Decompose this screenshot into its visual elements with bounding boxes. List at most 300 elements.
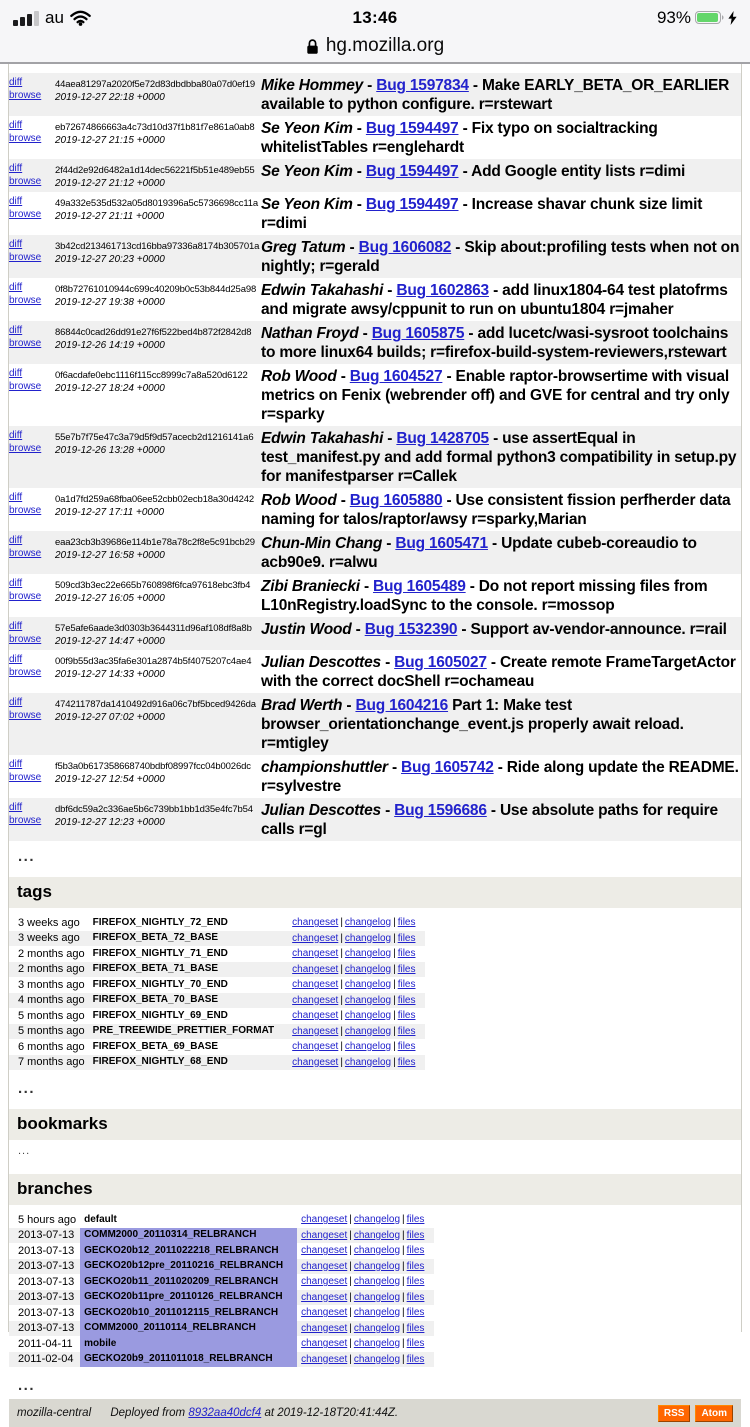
changeset-hash: 44aea81297a2020f5e72d83dbdbba80a07d0ef19 <box>55 79 256 90</box>
changeset-link[interactable]: changeset <box>292 1010 339 1021</box>
bug-link[interactable]: Bug 1428705 <box>396 430 489 447</box>
changeset-hash: 00f9b55d3ac35fa6e301a2874b5f4075207c4ae4 <box>55 656 252 667</box>
changeset-description <box>261 364 741 426</box>
diff-link[interactable]: diff <box>9 621 23 632</box>
bug-link[interactable]: Bug 1597834 <box>376 77 469 94</box>
pipe-separator: | <box>393 979 396 990</box>
author-separator: - <box>336 368 350 385</box>
changeset-message: - Support av-vendor-announce. r=rail <box>457 621 727 638</box>
pipe-separator: | <box>402 1214 405 1225</box>
branch-links <box>297 1321 434 1337</box>
files-link[interactable]: files <box>406 1291 425 1303</box>
changeset-message: - Make EARLY_BETA_OR_EARLIER available to python configure. r=rstewart <box>261 77 730 113</box>
pipe-separator: | <box>402 1276 405 1287</box>
changeset-meta <box>55 426 261 488</box>
diff-link[interactable]: diff <box>9 368 23 379</box>
branch-name: GECKO20b12_2011022218_RELBRANCH <box>80 1243 297 1259</box>
changeset-description <box>261 574 741 617</box>
tag-name: FIREFOX_BETA_72_BASE <box>92 932 219 943</box>
diff-link[interactable]: diff <box>9 802 23 813</box>
changeset-date: 2019-12-27 20:23 +0000 <box>55 254 165 265</box>
pipe-separator: | <box>402 1307 405 1318</box>
browse-link[interactable]: browse <box>9 667 42 678</box>
tag-age: 3 weeks ago <box>18 932 80 944</box>
changeset-hash: 55e7b7f75e47c3a79d5f9d57acecb2d1216141a6 <box>55 432 254 443</box>
branch-links <box>297 1212 434 1228</box>
changeset-date: 2019-12-27 18:24 +0000 <box>55 383 165 394</box>
address-bar[interactable] <box>0 31 750 61</box>
changeset-author: Mike Hommey <box>261 77 364 94</box>
browse-link[interactable]: browse <box>9 338 42 349</box>
changeset-row <box>9 364 741 426</box>
changelog-link[interactable]: changelog <box>344 932 392 944</box>
pipe-separator: | <box>393 1056 396 1068</box>
changeset-author: Se Yeon Kim <box>261 196 353 213</box>
tag-name: FIREFOX_NIGHTLY_70_END <box>92 978 228 990</box>
changeset-row <box>9 755 741 798</box>
changeset-link[interactable]: changeset <box>301 1229 348 1241</box>
changelog-link[interactable]: changelog <box>344 1041 392 1052</box>
tag-links <box>288 931 425 947</box>
lock-icon <box>306 38 319 55</box>
changeset-date: 2019-12-26 13:28 +0000 <box>55 445 165 456</box>
changeset-date: 2019-12-27 12:23 +0000 <box>55 817 165 828</box>
branch-row <box>9 1352 434 1368</box>
tag-age: 5 months ago <box>18 1025 85 1037</box>
tag-age: 6 months ago <box>18 1040 85 1053</box>
tag-name: FIREFOX_NIGHTLY_68_END <box>92 1056 228 1067</box>
carrier-label: au <box>45 7 64 27</box>
files-link[interactable]: files <box>397 979 416 990</box>
changeset-row <box>9 488 741 531</box>
changeset-row <box>9 650 741 693</box>
browse-link[interactable]: browse <box>9 548 42 559</box>
files-link[interactable]: files <box>406 1229 425 1241</box>
branch-links <box>297 1305 434 1321</box>
pipe-separator: | <box>402 1291 405 1303</box>
changeset-meta <box>55 364 261 426</box>
changeset-hash: 509cd3b3ec22e665b760898f6fca97618ebc3fb4 <box>55 580 251 591</box>
browse-link[interactable]: browse <box>9 443 42 454</box>
changeset-meta <box>55 159 261 192</box>
branch-name: COMM2000_20110114_RELBRANCH <box>80 1321 297 1337</box>
changelog-link[interactable]: changelog <box>344 948 392 959</box>
changelog-link[interactable]: changelog <box>353 1260 401 1272</box>
bug-link[interactable]: Bug 1602863 <box>396 282 489 299</box>
section-title-bookmarks: bookmarks <box>9 1109 741 1140</box>
changeset-row <box>9 235 741 278</box>
bug-link[interactable]: Bug 1594497 <box>365 163 459 180</box>
changelog-link[interactable]: changelog <box>353 1322 401 1334</box>
browse-link[interactable]: browse <box>9 209 42 220</box>
tag-row <box>9 977 425 993</box>
changeset-message: Part 1: Make test browser_orientationchange_event.js properly await reload. r=mtigley <box>261 697 684 752</box>
branch-age: 2013-07-13 <box>18 1229 75 1241</box>
changelog-link[interactable]: changelog <box>353 1276 401 1287</box>
changeset-hash: eaa23cb3b39686e114b1e78a78c2f8e5c91bcb29 <box>55 537 255 548</box>
pipe-separator: | <box>393 1010 396 1021</box>
changeset-hash: 0a1d7fd259a68fba06ee52cbb02ecb18a30d4242 <box>55 494 254 505</box>
section-title-tags: tags <box>9 877 741 908</box>
changeset-actions <box>9 364 55 426</box>
changeset-date: 2019-12-27 21:15 +0000 <box>55 135 165 146</box>
bug-link[interactable]: Bug 1605875 <box>371 325 465 342</box>
browse-link[interactable]: browse <box>9 381 42 392</box>
changeset-message: - Fix typo on socialtracking whitelistTables r=englehardt <box>261 120 658 156</box>
bug-link[interactable]: Bug 1596686 <box>394 802 487 819</box>
changeset-row <box>9 321 741 364</box>
tag-links <box>288 993 425 1009</box>
changeset-message: - Skip about:profiling tests when not on nightly; r=gerald <box>261 239 740 275</box>
changeset-meta <box>55 116 261 159</box>
more-changesets-link[interactable]: ... <box>18 848 36 865</box>
changeset-meta <box>55 73 261 116</box>
diff-link[interactable]: diff <box>9 120 23 131</box>
changelog-link[interactable]: changelog <box>353 1338 401 1349</box>
branch-row <box>9 1243 434 1259</box>
changelog-link[interactable]: changelog <box>344 994 392 1006</box>
bug-link[interactable]: Bug 1594497 <box>365 196 459 213</box>
changeset-message: - Use absolute paths for require calls r=gl <box>261 802 718 838</box>
tag-age: 7 months ago <box>18 1056 85 1068</box>
changeset-link[interactable]: changeset <box>292 948 339 959</box>
files-link[interactable]: files <box>397 1041 416 1052</box>
files-link[interactable]: files <box>397 963 416 975</box>
changeset-link[interactable]: changeset <box>292 994 339 1006</box>
changeset-date: 2019-12-27 19:38 +0000 <box>55 297 165 308</box>
pipe-separator: | <box>402 1338 405 1349</box>
tag-age: 2 months ago <box>18 947 85 960</box>
changeset-link[interactable]: changeset <box>292 979 339 990</box>
diff-link[interactable]: diff <box>9 759 23 770</box>
changeset-hash: 86844c0cad26dd91e27f6f522bed4b872f2842d8 <box>55 327 252 338</box>
diff-link[interactable]: diff <box>9 654 23 665</box>
changelog-link[interactable]: changelog <box>344 979 392 990</box>
diff-link[interactable]: diff <box>9 578 23 589</box>
changeset-actions <box>9 531 55 574</box>
bug-link[interactable]: Bug 1605471 <box>395 535 488 552</box>
branch-name: GECKO20b10_2011012115_RELBRANCH <box>80 1305 297 1321</box>
branch-links <box>297 1228 434 1244</box>
changeset-description <box>261 116 741 159</box>
changeset-message: - Enable raptor-browsertime with visual metrics on Fenix (webrender off) and GVE for central and try only r=sparky <box>261 368 730 423</box>
changeset-row <box>9 798 741 841</box>
tag-row <box>9 931 425 947</box>
bug-link[interactable]: Bug 1605742 <box>401 759 494 776</box>
changeset-actions <box>9 617 55 650</box>
tag-age: 3 months ago <box>18 978 85 991</box>
battery-percent: 93% <box>656 7 691 27</box>
changeset-date: 2019-12-27 14:47 +0000 <box>55 636 165 647</box>
changeset-actions <box>9 278 55 321</box>
changeset-author: Edwin Takahashi <box>261 282 384 299</box>
changelog-link[interactable]: changelog <box>353 1229 401 1241</box>
branch-age: 2011-04-11 <box>18 1337 73 1350</box>
changelog-link[interactable]: changelog <box>344 1056 392 1068</box>
pipe-separator: | <box>349 1307 352 1318</box>
changelog-link[interactable]: changelog <box>344 1010 392 1021</box>
changeset-hash: 49a332e535d532a05d8019396a5c5736698cc11a <box>55 198 259 209</box>
changeset-row <box>9 278 741 321</box>
changeset-date: 2019-12-27 16:05 +0000 <box>55 593 165 604</box>
changeset-link[interactable]: changeset <box>292 1025 339 1037</box>
browse-link[interactable]: browse <box>9 591 42 602</box>
branch-age: 2013-07-13 <box>18 1275 75 1288</box>
changeset-link[interactable]: changeset <box>301 1291 348 1303</box>
tag-row <box>9 915 425 931</box>
diff-link[interactable]: diff <box>9 239 23 250</box>
changeset-message: - Increase shavar chunk size limit r=dimi <box>261 196 703 232</box>
changeset-hash: 57e5afe6aade3d0303b3644311d96af108df8a8b <box>55 623 252 634</box>
changeset-link[interactable]: changeset <box>292 1056 339 1068</box>
author-separator: - <box>359 578 374 595</box>
browse-link[interactable]: browse <box>9 176 42 187</box>
pipe-separator: | <box>393 1025 396 1037</box>
branch-row <box>9 1290 434 1306</box>
author-separator: - <box>352 120 366 137</box>
browse-link[interactable]: browse <box>9 815 42 826</box>
atom-button[interactable]: Atom <box>695 1405 733 1422</box>
tag-links <box>288 1024 425 1040</box>
changeset-message: - Update cubeb-coreaudio to acb90e9. r=alwu <box>261 535 697 571</box>
changeset-row <box>9 192 741 235</box>
pipe-separator: | <box>349 1214 352 1225</box>
changeset-hash: eb72674866663a4c73d10d37f1b81f7e861a0ab8 <box>55 122 255 133</box>
tag-row <box>9 1055 425 1071</box>
branch-name: GECKO20b11pre_20110126_RELBRANCH <box>80 1290 297 1306</box>
more-tags-link[interactable]: ... <box>18 1080 36 1097</box>
changeset-hash: 3b42cd213461713cd16bba97336a8174b305701a <box>55 241 260 252</box>
changeset-description <box>261 159 741 192</box>
branch-age: 2013-07-13 <box>18 1260 75 1272</box>
bug-link[interactable]: Bug 1594497 <box>365 120 459 137</box>
changelog-link[interactable]: changelog <box>344 1025 392 1037</box>
changeset-row <box>9 617 741 650</box>
changeset-link[interactable]: changeset <box>301 1338 348 1349</box>
bug-link[interactable]: Bug 1605880 <box>349 492 443 509</box>
clock: 13:46 <box>352 7 398 27</box>
pipe-separator: | <box>402 1229 405 1241</box>
changeset-hash: 0f8b72761010944c699c40209b0c53b844d25a98 <box>55 284 257 295</box>
bug-link[interactable]: Bug 1605027 <box>394 654 487 671</box>
diff-link[interactable]: diff <box>9 697 23 708</box>
browse-link[interactable]: browse <box>9 772 42 783</box>
files-link[interactable]: files <box>397 994 416 1006</box>
changelog-link[interactable]: changelog <box>353 1291 401 1303</box>
changeset-date: 2019-12-27 16:58 +0000 <box>55 550 165 561</box>
changeset-description <box>261 650 741 693</box>
changeset-link[interactable]: changeset <box>301 1307 348 1318</box>
branch-name: COMM2000_20110314_RELBRANCH <box>80 1228 297 1244</box>
changeset-link[interactable]: changeset <box>301 1276 348 1287</box>
tag-links <box>288 1039 425 1055</box>
branches-table <box>9 1212 434 1367</box>
tag-links <box>288 1008 425 1024</box>
pipe-separator: | <box>349 1260 352 1272</box>
browse-link[interactable]: browse <box>9 634 42 645</box>
branch-name: GECKO20b12pre_20110216_RELBRANCH <box>80 1259 297 1275</box>
changeset-actions <box>9 488 55 531</box>
branch-links <box>297 1243 434 1259</box>
changeset-meta <box>55 278 261 321</box>
files-link[interactable]: files <box>406 1214 425 1225</box>
bug-link[interactable]: Bug 1606082 <box>358 239 452 256</box>
footer-info <box>17 1407 398 1419</box>
changelog-link[interactable]: changelog <box>344 963 392 975</box>
changeset-message: - Use consistent fission perfherder data naming for talos/raptor/awsy r=sparky,Marian <box>261 492 731 528</box>
changeset-description <box>261 693 741 755</box>
changeset-link[interactable]: changeset <box>301 1214 348 1225</box>
branch-row <box>9 1274 434 1290</box>
files-link[interactable]: files <box>406 1245 425 1256</box>
tag-age: 3 weeks ago <box>18 916 80 929</box>
changeset-description <box>261 798 741 841</box>
files-link[interactable]: files <box>397 917 416 928</box>
files-link[interactable]: files <box>397 1056 416 1068</box>
more-bookmarks-link[interactable]: ... <box>18 1145 31 1157</box>
branch-row <box>9 1336 434 1352</box>
rss-button[interactable]: RSS <box>658 1405 691 1422</box>
diff-link[interactable]: diff <box>9 77 23 88</box>
diff-link[interactable]: diff <box>9 196 23 207</box>
diff-link[interactable]: diff <box>9 163 23 174</box>
changeset-date: 2019-12-27 12:54 +0000 <box>55 774 165 785</box>
files-link[interactable]: files <box>397 1025 416 1037</box>
diff-link[interactable]: diff <box>9 430 23 441</box>
files-link[interactable]: files <box>406 1307 425 1318</box>
pipe-separator: | <box>340 1056 343 1068</box>
author-separator: - <box>345 239 359 256</box>
branch-age: 2013-07-13 <box>18 1244 75 1257</box>
tag-name: PRE_TREEWIDE_PRETTIER_FORMAT <box>92 1025 275 1036</box>
changelog-link[interactable]: changelog <box>353 1245 401 1256</box>
branch-name: default <box>84 1213 117 1225</box>
files-link[interactable]: files <box>406 1353 425 1365</box>
more-branches-link[interactable]: ... <box>18 1377 36 1394</box>
pipe-separator: | <box>340 979 343 990</box>
changelog-link[interactable]: changelog <box>353 1307 401 1318</box>
changeset-author: Julian Descottes <box>261 802 381 819</box>
changeset-link[interactable]: changeset <box>301 1260 348 1272</box>
branch-links <box>297 1274 434 1290</box>
diff-link[interactable]: diff <box>9 282 23 293</box>
changeset-message: - use assertEqual in test_manifest.py and add formal python3 compatibility in setup.py for manifestparser r=Callek <box>261 430 737 485</box>
pipe-separator: | <box>340 932 343 944</box>
files-link[interactable]: files <box>406 1322 425 1334</box>
changeset-link[interactable]: changeset <box>292 917 339 928</box>
files-link[interactable]: files <box>406 1276 425 1287</box>
changeset-link[interactable]: changeset <box>301 1245 348 1256</box>
changeset-actions <box>9 798 55 841</box>
changeset-actions <box>9 73 55 116</box>
battery-icon <box>695 11 724 24</box>
changeset-description <box>261 531 741 574</box>
author-separator: - <box>380 654 395 671</box>
files-link[interactable]: files <box>406 1260 425 1272</box>
branch-name: GECKO20b11_2011020209_RELBRANCH <box>80 1274 297 1290</box>
wifi-icon <box>70 10 91 26</box>
changeset-actions <box>9 159 55 192</box>
tag-name: FIREFOX_NIGHTLY_71_END <box>92 947 228 959</box>
changeset-hash: 2f44d2e92d6482a1d14dec56221f5b51e489eb55 <box>55 165 255 176</box>
bug-link[interactable]: Bug 1532390 <box>364 621 458 638</box>
changeset-description <box>261 755 741 798</box>
changeset-link[interactable]: changeset <box>292 1041 339 1052</box>
deploy-hash-link[interactable]: 8932aa40dcf4 <box>188 1407 262 1419</box>
changeset-author: Edwin Takahashi <box>261 430 384 447</box>
pipe-separator: | <box>340 994 343 1006</box>
files-link[interactable]: files <box>397 948 416 959</box>
tag-name: FIREFOX_NIGHTLY_69_END <box>92 1009 228 1021</box>
bug-link[interactable]: Bug 1605489 <box>373 578 466 595</box>
browse-link[interactable]: browse <box>9 252 42 263</box>
browse-link[interactable]: browse <box>9 710 42 721</box>
bug-link[interactable]: Bug 1604527 <box>349 368 443 385</box>
changeset-meta <box>55 755 261 798</box>
changeset-link[interactable]: changeset <box>301 1353 348 1365</box>
branch-age: 5 hours ago <box>18 1213 77 1226</box>
pipe-separator: | <box>340 1025 343 1037</box>
browse-link[interactable]: browse <box>9 295 42 306</box>
changeset-message: - Ride along update the README. r=sylvestre <box>261 759 739 795</box>
diff-link[interactable]: diff <box>9 325 23 336</box>
files-link[interactable]: files <box>397 932 416 944</box>
changelog-link[interactable]: changelog <box>353 1214 401 1225</box>
files-link[interactable]: files <box>406 1338 425 1349</box>
branch-row <box>9 1259 434 1275</box>
deployed-prefix: Deployed from <box>110 1407 186 1419</box>
changelog-link[interactable]: changelog <box>344 917 392 928</box>
pipe-separator: | <box>393 994 396 1006</box>
changeset-row <box>9 116 741 159</box>
url-text[interactable]: hg.mozilla.org <box>325 35 445 56</box>
changesets-table <box>9 73 741 841</box>
changeset-meta <box>55 488 261 531</box>
changeset-actions <box>9 116 55 159</box>
changeset-meta <box>55 321 261 364</box>
changeset-link[interactable]: changeset <box>292 963 339 975</box>
pipe-separator: | <box>402 1353 405 1365</box>
changeset-message: - add lucetc/wasi-sysroot toolchains to more linux64 builds; r=firefox-build-system-reviewers,rstewart <box>261 325 729 361</box>
bug-link[interactable]: Bug 1604216 <box>355 697 449 714</box>
branch-links <box>297 1352 434 1368</box>
diff-link[interactable]: diff <box>9 535 23 546</box>
tag-name: FIREFOX_BETA_71_BASE <box>92 963 219 974</box>
changeset-link[interactable]: changeset <box>301 1322 348 1334</box>
changeset-description <box>261 73 741 116</box>
changeset-description <box>261 192 741 235</box>
pipe-separator: | <box>349 1276 352 1287</box>
diff-link[interactable]: diff <box>9 492 23 503</box>
branch-links <box>297 1290 434 1306</box>
browse-link[interactable]: browse <box>9 133 42 144</box>
changelog-link[interactable]: changelog <box>353 1353 401 1365</box>
author-separator: - <box>352 163 366 180</box>
pipe-separator: | <box>340 917 343 928</box>
pipe-separator: | <box>349 1245 352 1256</box>
changeset-date: 2019-12-27 21:11 +0000 <box>55 211 165 222</box>
tag-row <box>9 962 425 978</box>
tag-row <box>9 1008 425 1024</box>
changeset-meta <box>55 693 261 755</box>
changeset-row <box>9 693 741 755</box>
changeset-date: 2019-12-27 22:18 +0000 <box>55 92 165 103</box>
changeset-hash: dbf6dc59a2c336ae5b6c739bb1bb1d35e4fc7b54 <box>55 804 253 815</box>
browse-link[interactable]: browse <box>9 505 42 516</box>
changeset-link[interactable]: changeset <box>292 932 339 944</box>
browse-link[interactable]: browse <box>9 90 42 101</box>
files-link[interactable]: files <box>397 1010 416 1021</box>
